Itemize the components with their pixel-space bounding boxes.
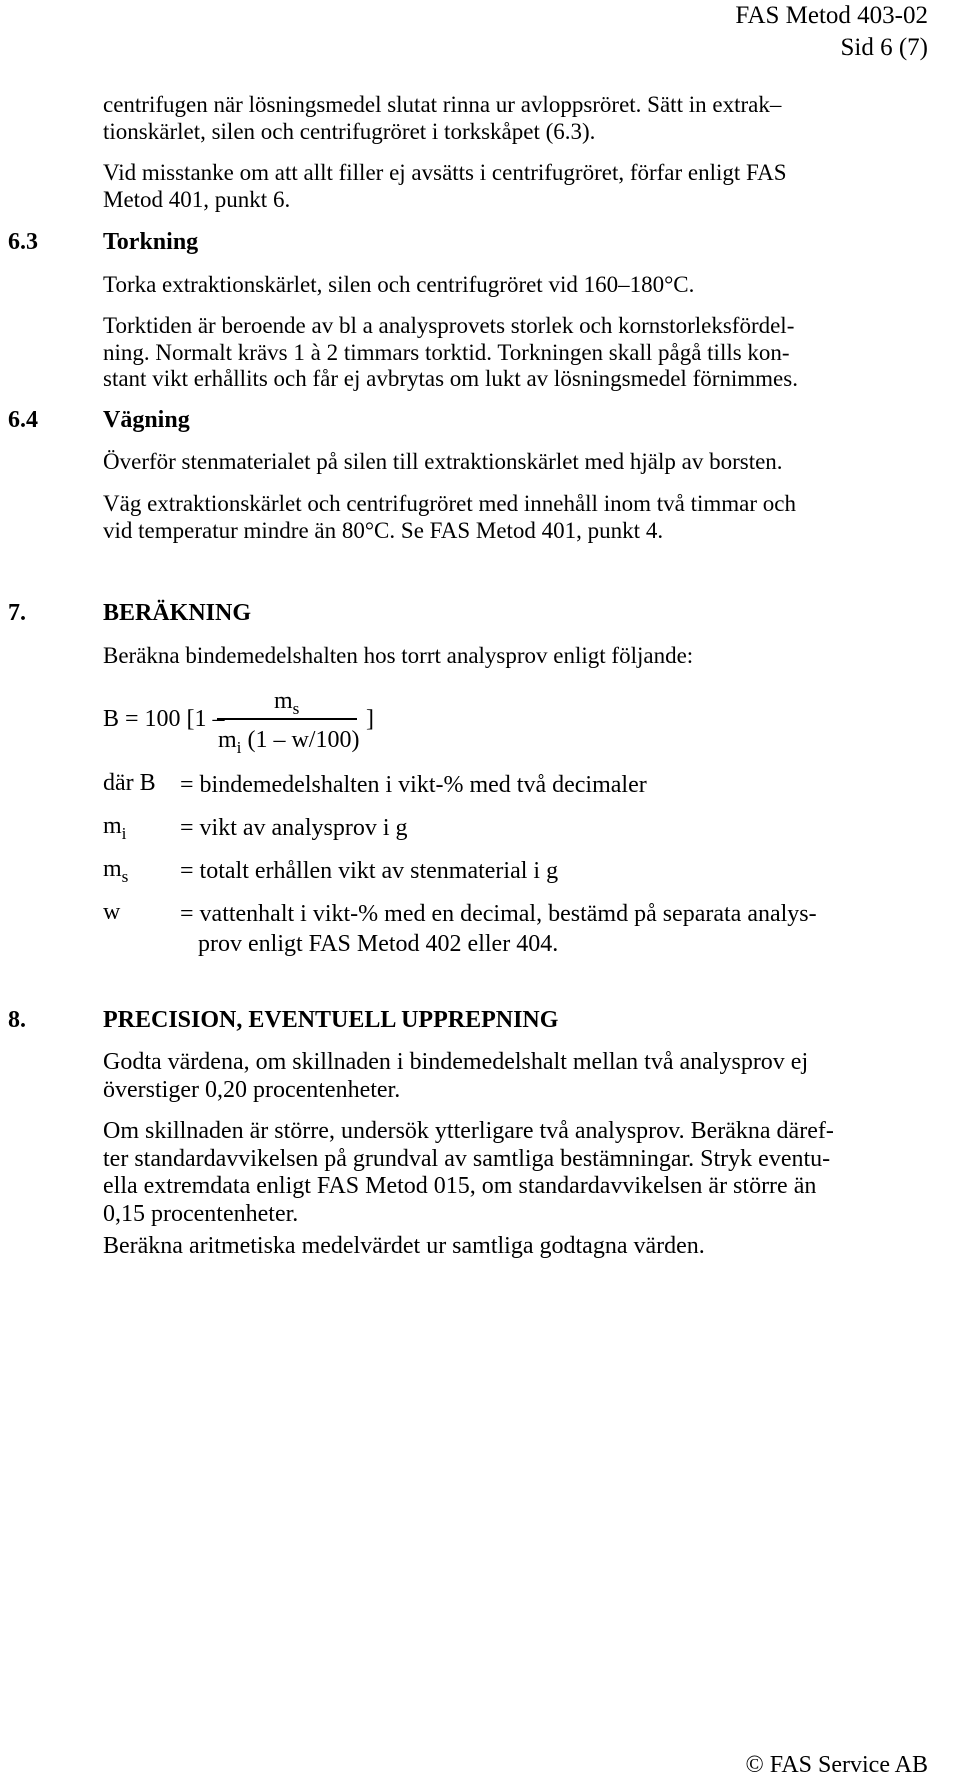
text-line: stant vikt erhållits och får ej avbrytas om lukt av lösningsmedel förnimmes. (103, 366, 798, 391)
text-line: 0,15 procentenheter. (103, 1200, 299, 1227)
text-line: centrifugen när lösningsmedel slutat rinna ur avloppsröret. Sätt in extrak– (103, 92, 782, 117)
definition-w-label: w (103, 899, 121, 925)
paragraph-filler (103, 160, 948, 213)
page-footer: © FAS Service AB (745, 1752, 928, 1778)
paragraph-centrifuge (103, 92, 948, 145)
definition-mi-label: $m_i$ (103, 813, 127, 844)
page-number: Sid 6 (7) (840, 34, 928, 61)
section-8-paragraph-2 (103, 1118, 948, 1228)
section-7-intro: Beräkna bindemedelshalten hos torrt analysprov enligt följande: (103, 643, 694, 668)
section-8-number: 8. (8, 1007, 26, 1033)
section-6-4-paragraph-1: Överför stenmaterialet på silen till extraktionskärlet med hjälp av borsten. (103, 449, 783, 474)
text-line: Vid misstanke om att allt filler ej avsätts i centrifugröret, förfar enligt FAS (103, 160, 787, 185)
text-line: Om skillnaden är större, undersök ytterligare två analysprov. Beräkna däref- (103, 1118, 834, 1144)
definition-ms-text: = totalt erhållen vikt av stenmaterial i g (180, 858, 559, 884)
section-6-4-title: Vägning (103, 407, 190, 433)
section-8-paragraph-1 (103, 1048, 948, 1104)
method-reference: FAS Metod 403-02 (735, 2, 928, 29)
section-8-paragraph-3: Beräkna aritmetiska medelvärdet ur samtliga godtagna värden. (103, 1233, 705, 1259)
text-line: Metod 401, punkt 6. (103, 186, 291, 212)
text-line: Väg extraktionskärlet och centrifugröret med innehåll inom två timmar och (103, 491, 796, 516)
section-7-title: BERÄKNING (103, 600, 252, 626)
definition-b-text: = bindemedelshalten i vikt-% med två decimaler (180, 772, 647, 798)
formula-numerator: $m_s$ (274, 688, 300, 719)
definition-w-text: = vattenhalt i vikt-% med en decimal, bestämd på separata analys- prov enligt FAS Metod 402 eller 404. (180, 901, 817, 957)
section-6-4-number: 6.4 (8, 407, 38, 433)
section-6-3-number: 6.3 (8, 229, 38, 255)
formula-denominator: $m_i$ (1 – w/100) (218, 727, 360, 758)
section-8-title: PRECISION, EVENTUELL UPPREPNING (103, 1007, 559, 1033)
definition-b-label: där B (103, 770, 156, 796)
text-line: vid temperatur mindre än 80°C. Se FAS Metod 401, punkt 4. (103, 517, 664, 543)
text-line: överstiger 0,20 procentenheter. (103, 1077, 401, 1103)
section-6-3-title: Torkning (103, 229, 199, 255)
page-header (735, 0, 928, 64)
fraction-bar (217, 718, 357, 720)
section-6-3-paragraph-2 (103, 313, 948, 393)
section-6-4-paragraph-2 (103, 491, 948, 544)
text-line: tionskärlet, silen och centrifugröret i torkskåpet (6.3). (103, 118, 596, 144)
formula-lhs: B = 100 [1 – (103, 706, 225, 732)
formula-close-bracket: ] (366, 706, 374, 732)
definition-ms-label: $m_s$ (103, 856, 129, 887)
text-line: ning. Normalt krävs 1 à 2 timmars torktid. Torkningen skall pågå tills kon- (103, 339, 790, 365)
text-line: Godta värdena, om skillnaden i bindemedelshalt mellan två analysprov ej (103, 1049, 809, 1075)
section-7-number: 7. (8, 600, 26, 626)
text-line: Torktiden är beroende av bl a analysprovets storlek och kornstorleksfördel- (103, 313, 795, 338)
text-line: ter standardavvikelsen på grundval av samtliga bestämningar. Stryk eventu- (103, 1145, 831, 1172)
definition-mi-text: = vikt av analysprov i g (180, 815, 408, 841)
text-line: ella extremdata enligt FAS Metod 015, om standardavvikelsen är större än (103, 1173, 817, 1199)
section-6-3-paragraph-1: Torka extraktionskärlet, silen och centrifugröret vid 160–180°C. (103, 272, 695, 297)
